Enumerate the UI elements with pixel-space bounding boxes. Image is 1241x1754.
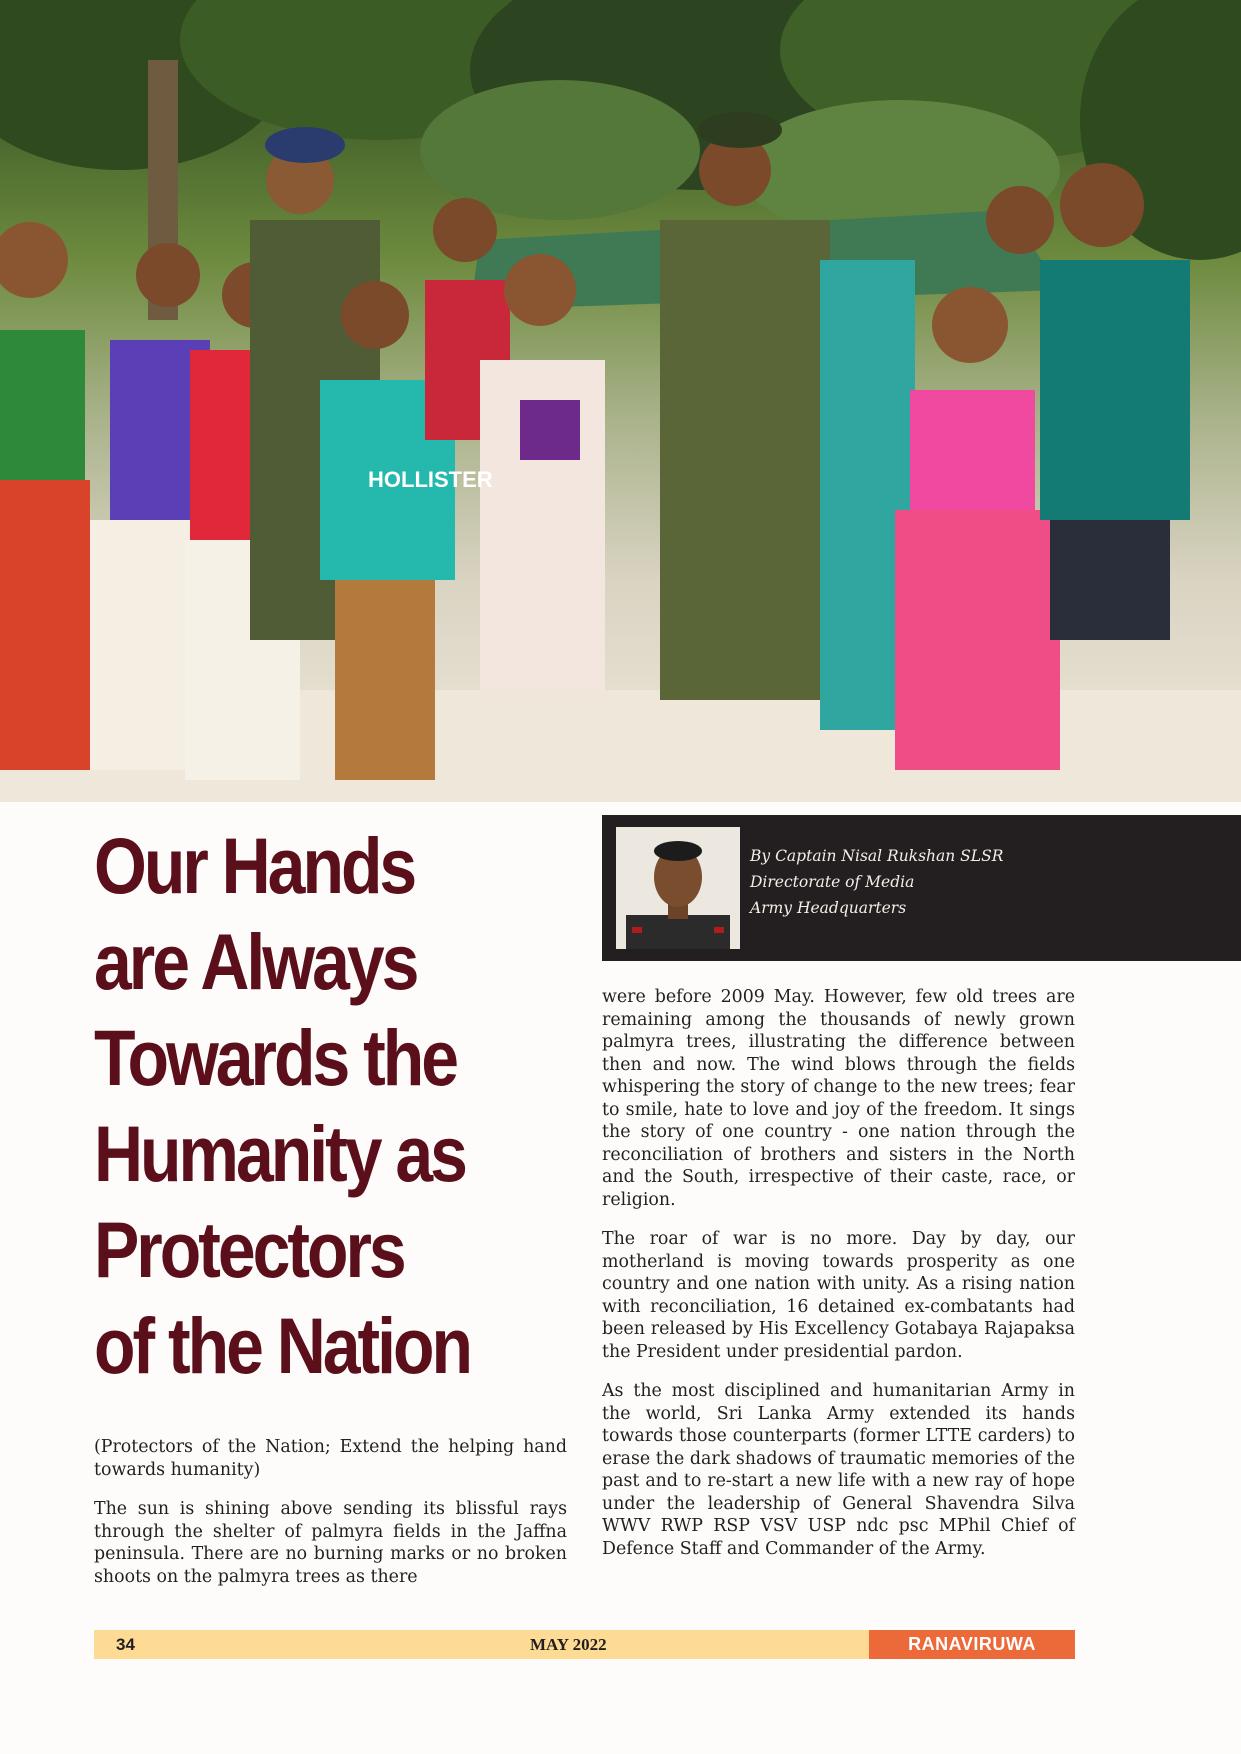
article-subtitle: (Protectors of the Nation; Extend the helping hand towards humanity) bbox=[94, 1437, 567, 1480]
title-line: Towards the bbox=[94, 1013, 456, 1102]
magazine-name: RANAVIRUWA bbox=[869, 1630, 1075, 1659]
article-paragraph: The roar of war is no more. Day by day, our motherland is moving towards prosperity as one country and one nation with unity. As a rising nation with reconciliation, 16 detained ex-combatants had been released by His Excellency Gotabaya Rajapaksa the President under presidential pardon. bbox=[602, 1229, 1075, 1362]
article-paragraph: were before 2009 May. However, few old trees are remaining among the thousands of newly grown palmyra trees, illustrating the difference between then and now. The wind blows through the fields whispering the story of change to the new trees; fear to smile, hate to love and joy of the freedom. It sings the story of one country - one nation through the reconciliation of brothers and sisters in the North and the South, irrespective of their caste, race, or religion. bbox=[602, 987, 1075, 1210]
author-byline: By Captain Nisal Rukshan SLSR bbox=[750, 847, 1004, 865]
hero-photo bbox=[0, 0, 1241, 802]
title-line: of the Nation bbox=[94, 1301, 471, 1390]
author-portrait bbox=[616, 827, 740, 949]
issue-date: MAY 2022 bbox=[530, 1635, 607, 1654]
article-title bbox=[94, 818, 524, 1394]
author-hq: Army Headquarters bbox=[750, 899, 907, 917]
title-line: Protectors bbox=[94, 1205, 404, 1294]
article-column-right bbox=[602, 986, 1075, 1577]
article-paragraph: As the most disciplined and humanitarian Army in the world, Sri Lanka Army extended its hands towards those counterparts (former LTTE carders) to erase the dark shadows of traumatic memories of the past and to re-start a new life with a new ray of hope under the leadership of General Shavendra Silva WWV RWP RSP VSV USP ndc psc MPhil Chief of Defence Staff and Commander of the Army. bbox=[602, 1381, 1075, 1559]
title-line: Humanity as bbox=[94, 1109, 465, 1198]
article-paragraph: The sun is shining above sending its blissful rays through the shelter of palmyra fields in the Jaffna peninsula. There are no burning marks or no broken shoots on the palmyra trees as there bbox=[94, 1499, 567, 1587]
author-photo bbox=[616, 827, 740, 949]
author-unit: Directorate of Media bbox=[750, 873, 915, 891]
author-box bbox=[602, 815, 1241, 961]
author-credit bbox=[750, 843, 1003, 921]
title-line: are Always bbox=[94, 917, 417, 1006]
page-number: 34 bbox=[116, 1635, 135, 1654]
article-column-left bbox=[94, 1436, 567, 1605]
title-line: Our Hands bbox=[94, 821, 415, 910]
hero-illustration bbox=[0, 0, 1241, 802]
shirt-text: HOLLISTER bbox=[368, 467, 493, 492]
page-footer bbox=[94, 1630, 1075, 1659]
